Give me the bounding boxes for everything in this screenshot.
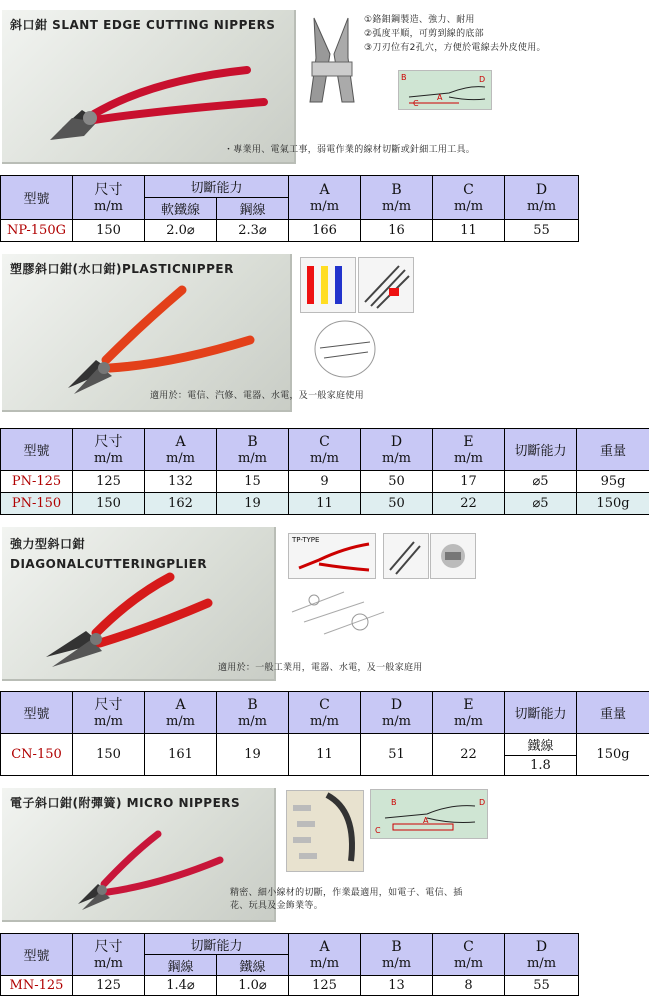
cell-cap-label: 鐵線 xyxy=(505,734,577,756)
terminals-image xyxy=(301,258,355,312)
plastic-nipper-image xyxy=(2,254,290,410)
product-photo-slant-edge-nippers xyxy=(2,10,296,164)
cell-d: 55 xyxy=(505,220,579,242)
spec-table-mn xyxy=(0,933,579,996)
dim-label-a: A xyxy=(437,93,443,102)
cell-d: 50 xyxy=(361,471,433,493)
section-title: 塑膠斜口鉗(水口鉗)PLASTICNIPPER xyxy=(10,262,234,276)
header-capacity-soft-iron: 軟鐵線 xyxy=(145,198,217,220)
cell-a: 125 xyxy=(289,976,361,996)
section-title: 電子斜口鉗(附彈簧) MICRO NIPPERS xyxy=(10,796,241,810)
usage-text: ・專業用、電氣工事，弱電作業的線材切斷或針細工用工具。 xyxy=(224,145,476,155)
cell-b: 19 xyxy=(217,734,289,776)
cell-d: 55 xyxy=(505,976,579,996)
header-e: E m/m xyxy=(433,429,505,471)
header-weight: 重量 xyxy=(577,692,649,734)
cell-c: 11 xyxy=(289,734,361,776)
diagonal-plier-image xyxy=(2,527,274,679)
cell-cap-a: 2.0⌀ xyxy=(145,220,217,242)
section-title: 斜口鉗 SLANT EDGE CUTTING NIPPERS xyxy=(10,18,276,32)
cell-e: 22 xyxy=(433,493,505,515)
header-c: C m/m xyxy=(289,429,361,471)
cell-cap: ⌀5 xyxy=(505,493,577,515)
cell-size: 150 xyxy=(73,220,145,242)
header-model: 型號 xyxy=(1,176,73,220)
header-a: A m/m xyxy=(145,692,217,734)
header-capacity-steel: 鋼線 xyxy=(145,955,217,976)
dim-label-d: D xyxy=(479,75,486,84)
dim-label-b: B xyxy=(391,798,397,807)
cell-c: 11 xyxy=(433,220,505,242)
header-e: E m/m xyxy=(433,692,505,734)
cell-d: 50 xyxy=(361,493,433,515)
cell-b: 15 xyxy=(217,471,289,493)
dim-label-d: D xyxy=(479,798,486,807)
header-model: 型號 xyxy=(1,934,73,976)
table-row xyxy=(1,220,579,242)
cell-b: 13 xyxy=(361,976,433,996)
header-size: 尺寸 m/m xyxy=(73,429,145,471)
tp-type-label: TP-TYPE xyxy=(292,536,320,544)
dim-label-c: C xyxy=(375,826,381,835)
section-title-line2: DIAGONALCUTTERINGPLIER xyxy=(10,557,208,571)
header-capacity: 切斷能力 xyxy=(505,692,577,734)
feature-1: ①鉻鉬鋼製造、強力、耐用 xyxy=(364,15,475,25)
cell-c: 8 xyxy=(433,976,505,996)
usage-text-line2: 花、玩具及金飾業等。 xyxy=(230,901,324,911)
header-d: D m/m xyxy=(505,934,579,976)
cutting-head-diagram xyxy=(300,14,362,104)
usage-text: 適用於：一般工業用，電器、水電，及一般家庭用 xyxy=(218,663,423,673)
cell-model: MN-125 xyxy=(1,976,73,996)
cell-weight: 150g xyxy=(577,493,649,515)
header-capacity-iron: 鐵線 xyxy=(217,955,289,976)
header-d: D m/m xyxy=(505,176,579,220)
header-model: 型號 xyxy=(1,429,73,471)
header-capacity: 切斷能力 xyxy=(505,429,577,471)
tp-type-thumbnail xyxy=(288,533,376,579)
wire-cut-thumbnail-1 xyxy=(383,533,429,579)
table-row xyxy=(1,471,649,493)
cell-model: CN-150 xyxy=(1,734,73,776)
wires-image xyxy=(359,258,413,312)
header-c: C m/m xyxy=(289,692,361,734)
dimension-drawing xyxy=(371,790,487,838)
dim-label-a: A xyxy=(423,816,429,825)
dimension-diagram xyxy=(370,789,488,839)
header-capacity-steel: 鋼線 xyxy=(217,198,289,220)
header-b: B m/m xyxy=(361,176,433,220)
header-weight: 重量 xyxy=(577,429,649,471)
cell-cap-b: 2.3⌀ xyxy=(217,220,289,242)
cell-b: 16 xyxy=(361,220,433,242)
header-b: B m/m xyxy=(217,429,289,471)
terminals-thumbnail xyxy=(300,257,356,313)
product-photo-diagonal-cutting-plier xyxy=(2,527,276,681)
slant-nipper-image xyxy=(2,10,294,162)
components-image xyxy=(287,791,363,871)
exploded-view-sketch xyxy=(284,582,394,644)
cell-a: 161 xyxy=(145,734,217,776)
wire-cut-image-2 xyxy=(431,534,475,578)
spec-table-np xyxy=(0,175,579,242)
header-a: A m/m xyxy=(289,934,361,976)
cell-model: PN-125 xyxy=(1,471,73,493)
spec-table-pn xyxy=(0,428,649,515)
wire-cut-image-1 xyxy=(384,534,428,578)
cell-size: 150 xyxy=(73,734,145,776)
cell-c: 11 xyxy=(289,493,361,515)
dimension-diagram xyxy=(398,70,492,110)
section-title-line1: 強力型斜口鉗 xyxy=(10,537,86,551)
cell-model: PN-150 xyxy=(1,493,73,515)
cell-model: NP-150G xyxy=(1,220,73,242)
wires-thumbnail xyxy=(358,257,414,313)
cell-a: 162 xyxy=(145,493,217,515)
usage-text-line1: 精密、細小線材的切斷，作業最適用，如電子、電信、插 xyxy=(230,888,463,898)
cell-c: 9 xyxy=(289,471,361,493)
cell-weight: 150g xyxy=(577,734,649,776)
header-size: 尺寸 m/m xyxy=(73,934,145,976)
header-a: A m/m xyxy=(289,176,361,220)
cell-e: 22 xyxy=(433,734,505,776)
cell-cap: 1.8 xyxy=(505,756,577,776)
header-b: B m/m xyxy=(217,692,289,734)
header-d: D m/m xyxy=(361,429,433,471)
dim-label-b: B xyxy=(401,73,407,82)
feature-2: ②弧度平順，可剪到線的底部 xyxy=(364,29,484,39)
cell-a: 132 xyxy=(145,471,217,493)
cell-weight: 95g xyxy=(577,471,649,493)
cell-b: 19 xyxy=(217,493,289,515)
cell-cap: ⌀5 xyxy=(505,471,577,493)
header-model: 型號 xyxy=(1,692,73,734)
usage-text: 適用於：電信、汽修、電器、水電，及一般家庭使用 xyxy=(150,391,364,401)
header-capacity: 切斷能力 xyxy=(145,176,289,198)
header-c: C m/m xyxy=(433,176,505,220)
cell-size: 125 xyxy=(73,976,145,996)
header-size: 尺寸 m/m xyxy=(73,692,145,734)
cutting-demo-sketch xyxy=(310,318,380,380)
cell-e: 17 xyxy=(433,471,505,493)
table-row xyxy=(1,493,649,515)
header-capacity: 切斷能力 xyxy=(145,934,289,955)
cell-cap-a: 1.4⌀ xyxy=(145,976,217,996)
dim-label-c: C xyxy=(413,99,419,108)
table-row xyxy=(1,734,649,756)
spec-table-cn xyxy=(0,691,649,776)
components-thumbnail xyxy=(286,790,364,872)
cell-size: 150 xyxy=(73,493,145,515)
header-size: 尺寸 m/m xyxy=(73,176,145,220)
header-b: B m/m xyxy=(361,934,433,976)
cell-a: 166 xyxy=(289,220,361,242)
header-d: D m/m xyxy=(361,692,433,734)
header-a: A m/m xyxy=(145,429,217,471)
feature-3: ③刀刃位有2孔穴，方便於電線去外皮使用。 xyxy=(364,43,546,53)
table-row xyxy=(1,976,579,996)
cell-size: 125 xyxy=(73,471,145,493)
cell-cap-b: 1.0⌀ xyxy=(217,976,289,996)
wire-cut-thumbnail-2 xyxy=(430,533,476,579)
cell-d: 51 xyxy=(361,734,433,776)
header-c: C m/m xyxy=(433,934,505,976)
